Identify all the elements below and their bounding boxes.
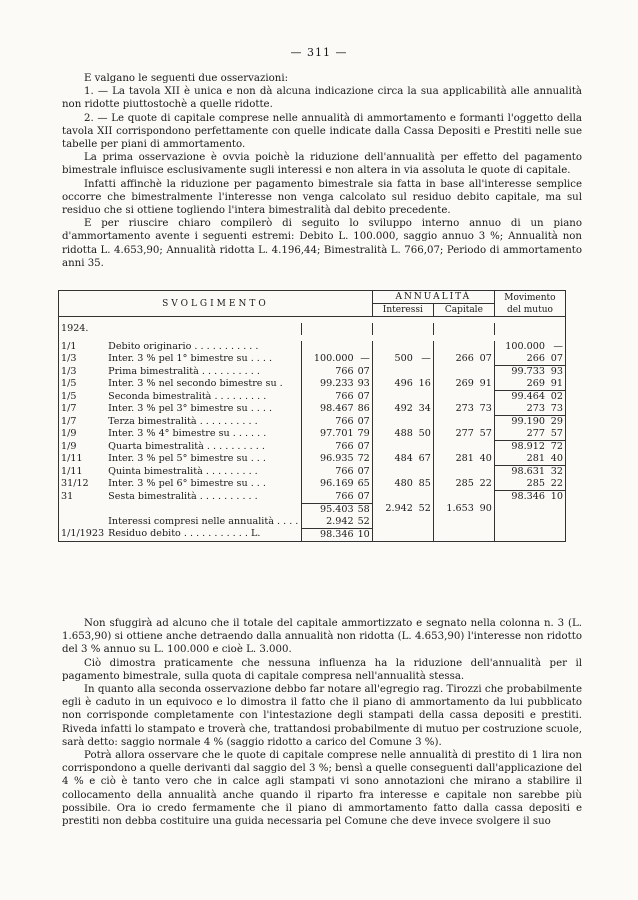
cell-amt: 96.935 (301, 453, 356, 466)
intro-paragraph: La prima osservazione è ovvia poichè la riduzione dell'annualità per effetto del pagamento bimestrale influisce esclusivamente sugli interessi e non altera in via assoluta le quote di capitale. (62, 152, 582, 177)
cell-int (372, 341, 415, 353)
cell-amtc: 07 (356, 466, 373, 479)
cell-amtc: 72 (356, 453, 373, 466)
cell-capc: 91 (476, 378, 495, 391)
cell-amt: 98.467 (301, 403, 356, 416)
cell-mov: 99.733 (511, 366, 545, 377)
cell-mov: 285 (494, 478, 547, 491)
cell-desc: Interessi compresi nelle annualità . . . . (108, 515, 299, 527)
outro-paragraph: Non sfuggirà ad alcuno che il totale del capitale ammortizzato e segnato nella colonna n. 3 (L. 1.653,90) si ottiene anche detraendo dalla annualità non ridotta (L. 4.653,90) l'interesse non ridotto del 3 % annuo su L. 100.000 e cioè L. 3.000. (62, 618, 582, 656)
cell-intc (415, 366, 434, 379)
cell-capc (476, 366, 495, 379)
cell-intc: 16 (415, 378, 434, 391)
cell-desc: Quarta bimestralità . . . . . . . . . . (108, 440, 265, 452)
cell-amtc: 07 (356, 441, 373, 454)
cell-cap (433, 416, 476, 429)
cell-mov: 266 (494, 353, 547, 366)
cell-int (372, 416, 415, 429)
cell-mov: 98.912 (511, 441, 545, 452)
cell-int: 492 (394, 403, 413, 414)
cell-mov: 281 (494, 453, 547, 466)
page-number: — 311 — (290, 46, 348, 59)
cell-int: 496 (394, 378, 413, 389)
table-row (59, 441, 566, 454)
table-row (59, 503, 566, 516)
cell-amt: 766 (301, 416, 356, 429)
cell-desc: Seconda bimestralità . . . . . . . . . (108, 390, 267, 402)
cell-intc (415, 391, 434, 404)
outro-paragraph: In quanto alla seconda osservazione debbo far notare all'egregio rag. Tirozzi che probabilmente egli è caduto in un equivoco e lo dimostra il fatto che il piano di ammortamento da lui pubblicato non corrisponde completamente con l'intestazione degli stampati della cassa depositi e prestiti. Riveda infatti lo stampato e troverà che, trattandosi probabilmente di mutuo per costruzione scuole, sarà detto: saggio normale 4 % (saggio ridotto a carico del Comune 3 %). (62, 684, 583, 748)
cell-date: 1/1/1923 (61, 528, 105, 539)
table-row (59, 428, 566, 441)
cell-mov: 277 (494, 428, 547, 441)
cell-mov: 98.631 (511, 466, 545, 477)
cell-intc: 52 (415, 503, 434, 516)
cell-desc: Inter. 3 % pel 5° bimestre su . . . (108, 453, 266, 464)
observation-1: 1. — La tavola XII è unica e non dà alcuna indicazione circa la sua applicabilità alle annualità non ridotte piuttostochè a quelle ridotte. (62, 86, 582, 111)
cell-amtc: 79 (356, 428, 373, 441)
cell-amt: 100.000 (301, 353, 356, 366)
observation-2: 2. — Le quote di capitale comprese nelle annualità di ammortamento e formanti l'oggetto della tavola XII corrispondono perfettamente con quelle indicate dalla Cassa Depositi e Prestiti nelle sue tabelle per piani di ammortamento. (62, 112, 582, 151)
cell-cap: 277 (455, 428, 474, 439)
cell-cap: 266 (455, 353, 474, 364)
cell-capc (476, 391, 495, 404)
cell-date: 1/11 (61, 465, 83, 477)
cell-amt: 766 (301, 466, 356, 479)
header-annualita: ANNUALITÀ (372, 291, 494, 304)
cell-capc (476, 416, 495, 429)
cell-desc: Sesta bimestralità . . . . . . . . . . (108, 490, 258, 502)
table-row (59, 378, 566, 391)
cell-movc: 32 (550, 466, 563, 477)
cell-amt: 766 (301, 366, 356, 379)
table-row (59, 416, 566, 429)
table-row (59, 341, 566, 353)
header-svolgimento: SVOLGIMENTO (59, 291, 373, 317)
year-label: 1924. (61, 323, 89, 334)
cell-cap (433, 391, 476, 404)
cell-amtc: 86 (356, 403, 373, 416)
cell-int: 500 (394, 353, 413, 364)
cell-amtc (356, 341, 373, 353)
cell-intc (415, 491, 434, 504)
cell-desc: Debito originario . . . . . . . . . . . (108, 341, 259, 352)
cell-amt: 766 (301, 491, 356, 504)
cell-int (372, 391, 415, 404)
cell-date: 1/9 (61, 440, 77, 452)
cell-amt: 95.403 (301, 503, 356, 516)
cell-movc: 93 (550, 366, 563, 377)
cell-amt: 2.942 (301, 516, 356, 529)
cell-amtc: 07 (356, 366, 373, 379)
outro-section (62, 617, 582, 828)
cell-movc: 91 (547, 378, 566, 391)
cell-movc: 07 (547, 353, 566, 366)
cell-intc (415, 441, 434, 454)
cell-capc (476, 341, 495, 353)
cell-mov: 99.464 (511, 391, 545, 402)
cell-desc: Inter. 3 % pel 1° bimestre su . . . . (108, 353, 273, 364)
cell-desc: Inter. 3 % 4° bimestre su . . . . . . (108, 428, 267, 439)
cell-amt: 96.169 (301, 478, 356, 491)
cell-amtc: 07 (356, 491, 373, 504)
cell-amtc: 58 (356, 503, 373, 516)
cell-cap (433, 441, 476, 454)
table-row (59, 466, 566, 479)
cell-intc: 34 (415, 403, 434, 416)
cell-date: 1/3 (61, 365, 77, 377)
cell-date: 1/3 (61, 353, 77, 364)
cell-cap: 269 (455, 378, 474, 389)
cell-amtc: 07 (356, 416, 373, 429)
amortization-table (58, 290, 566, 542)
cell-movc: — (553, 341, 563, 352)
cell-capc (476, 466, 495, 479)
cell-cap (433, 466, 476, 479)
cell-amt: 98.346 (301, 528, 356, 541)
cell-mov: 99.190 (511, 416, 545, 427)
cell-cap (433, 366, 476, 379)
header-movimento: Movimento del mutuo (494, 291, 565, 317)
cell-int: 484 (394, 453, 413, 464)
cell-capc (476, 491, 495, 504)
table-row (59, 516, 566, 529)
cell-movc: 10 (550, 491, 563, 502)
cell-amt (301, 341, 356, 353)
cell-amtc: — (356, 353, 373, 366)
cell-amt: 99.233 (301, 378, 356, 391)
cell-desc: Terza bimestralità . . . . . . . . . . (108, 415, 258, 427)
cell-amt: 97.701 (301, 428, 356, 441)
cell-movc: 02 (550, 391, 563, 402)
cell-capc (476, 441, 495, 454)
cell-movc: 57 (547, 428, 566, 441)
intro-paragraph: E valgano le seguenti due osservazioni: (84, 73, 289, 84)
cell-amtc: 07 (356, 391, 373, 404)
intro-paragraph: Infatti affinchè la riduzione per pagamento bimestrale sia fatta in base all'interesse semplice occorre che bimestralmente l'interesse non venga calcolato sul residuo debito capitale, ma sul residuo che si ottiene togliendo l'intera bimestralità dal debito precedente. (62, 178, 582, 217)
cell-movc: 72 (550, 441, 563, 452)
cell-int (372, 441, 415, 454)
cell-desc: Quinta bimestralità . . . . . . . . . (108, 465, 258, 477)
cell-movc: 22 (547, 478, 566, 491)
table-row (59, 453, 566, 466)
outro-paragraph: Potrà allora osservare che le quote di capitale comprese nelle annualità di prestito di 1 lira non corrispondono a quelle derivanti dal saggio del 3 %; bensì a quelle conseguenti dall'applicazione del 4 % e ciò è tanto vero che in calce agli stampati vi sono annotazioni che mirano a stabilire il collocamento della annualità anche quando il riparto fra interesse e capitale non sarebbe più possibile. Ora io credo fermamente che il piano di ammortamento fatto dalla cassa depositi e prestiti non debba costituire una guida necessaria pel Comune che deve invece svolgere il suo (62, 750, 582, 828)
cell-desc: Residuo debito . . . . . . . . . . . L. (108, 528, 261, 539)
cell-int (372, 466, 415, 479)
cell-date: 1/5 (61, 378, 77, 389)
cell-cap (433, 491, 476, 504)
cell-movc: 40 (547, 453, 566, 466)
table-row (59, 366, 566, 379)
cell-capc: 40 (476, 453, 495, 466)
cell-movc: 73 (547, 403, 566, 416)
table-row (59, 391, 566, 404)
header-interessi: Interessi (372, 304, 433, 317)
cell-amt: 766 (301, 441, 356, 454)
cell-intc: 67 (415, 453, 434, 466)
cell-date: 1/7 (61, 403, 77, 414)
cell-capc: 22 (476, 478, 495, 491)
cell-date: 1/5 (61, 390, 77, 402)
cell-mov: 98.346 (511, 491, 545, 502)
cell-date: 1/7 (61, 415, 77, 427)
cell-int: 2.942 (385, 503, 413, 514)
cell-cap (433, 341, 476, 353)
table-row (59, 528, 566, 541)
cell-int (372, 366, 415, 379)
cell-date: 31 (61, 490, 74, 502)
table-row (59, 403, 566, 416)
cell-intc: 85 (415, 478, 434, 491)
cell-intc (415, 341, 434, 353)
cell-amtc: 93 (356, 378, 373, 391)
cell-int (372, 491, 415, 504)
cell-amtc: 10 (356, 528, 373, 541)
table-row (59, 353, 566, 366)
cell-mov: 100.000 (505, 341, 545, 352)
cell-mov: 273 (494, 403, 547, 416)
outro-paragraph: Ciò dimostra praticamente che nessuna influenza ha la riduzione dell'annualità per il pagamento bimestrale, sulla quota di capitale compresa nell'annualità stessa. (62, 657, 582, 682)
cell-amt: 766 (301, 391, 356, 404)
intro-section (62, 72, 582, 270)
table-row (59, 491, 566, 504)
cell-capc: 73 (476, 403, 495, 416)
header-capitale: Capitale (433, 304, 494, 317)
cell-date: 1/1 (61, 341, 77, 352)
cell-date: 1/11 (61, 453, 83, 464)
cell-int: 480 (394, 478, 413, 489)
cell-amtc: 52 (356, 516, 373, 529)
cell-desc: Inter. 3 % pel 6° bimestre su . . . (108, 478, 266, 489)
cell-cap: 273 (455, 403, 474, 414)
cell-date: 31/12 (61, 478, 89, 489)
cell-capc: 90 (476, 503, 495, 516)
cell-int: 488 (394, 428, 413, 439)
cell-intc (415, 416, 434, 429)
cell-capc: 57 (476, 428, 495, 441)
cell-desc: Prima bimestralità . . . . . . . . . . (108, 365, 260, 377)
cell-intc: 50 (415, 428, 434, 441)
cell-desc: Inter. 3 % pel 3° bimestre su . . . . (108, 403, 273, 414)
cell-capc: 07 (476, 353, 495, 366)
cell-cap: 281 (455, 453, 474, 464)
cell-intc: — (415, 353, 434, 366)
cell-amtc: 65 (356, 478, 373, 491)
cell-mov: 269 (494, 378, 547, 391)
cell-cap: 285 (455, 478, 474, 489)
intro-paragraph: E per riuscire chiaro compilerò di seguito lo sviluppo interno annuo di un piano d'ammortamento avente i seguenti estremi: Debito L. 100.000, saggio annuo 3 %; Annualità non ridotta L. 4.653,90; Annualità ridotta L. 4.196,44; Bimestralità L. 766,07; Periodo di ammortamento anni 35. (62, 218, 582, 269)
table-row (59, 478, 566, 491)
cell-desc: Inter. 3 % nel secondo bimestre su . (108, 378, 283, 389)
cell-intc (415, 466, 434, 479)
cell-date: 1/9 (61, 428, 77, 439)
cell-cap: 1.653 (446, 503, 474, 514)
cell-movc: 29 (550, 416, 563, 427)
